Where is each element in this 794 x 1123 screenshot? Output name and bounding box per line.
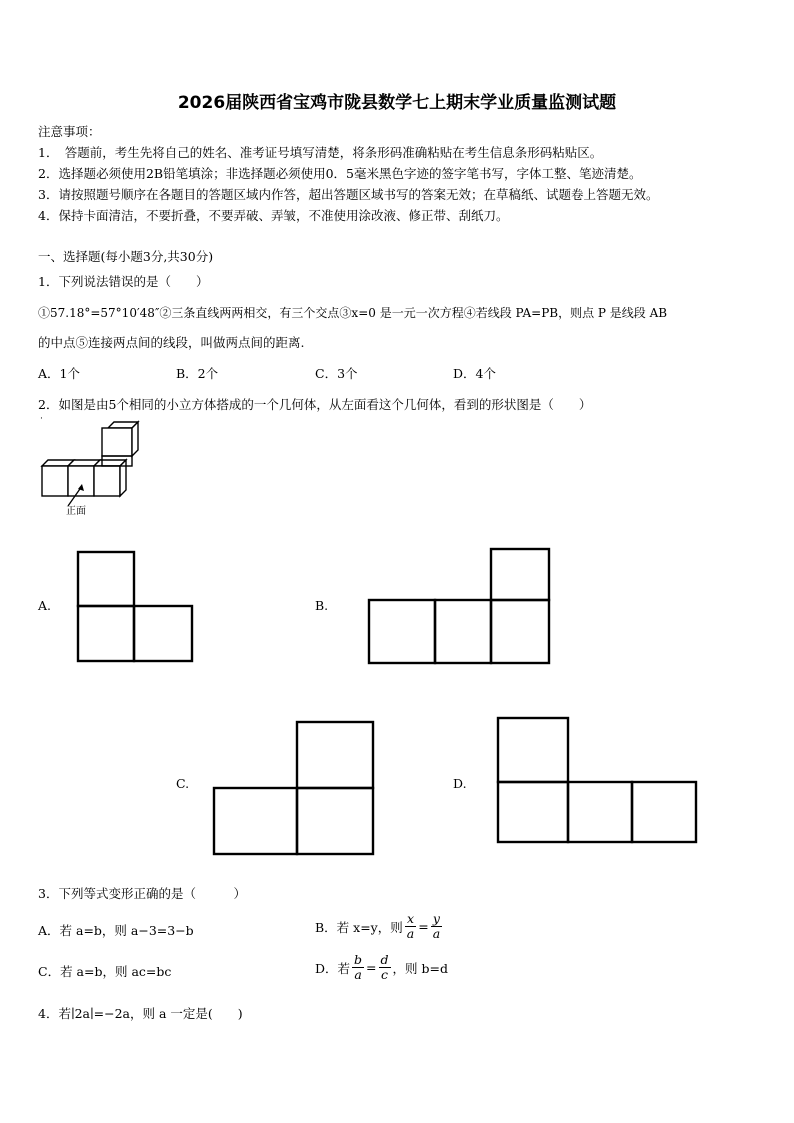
notice-item: 3．请按照题号顺序在各题目的答题区域内作答，超出答题区域书写的答案无效；在草稿纸、试题卷上答题无效。	[38, 187, 659, 202]
q3-stem: 3．下列等式变形正确的是（ ）	[38, 886, 246, 901]
fraction	[431, 912, 442, 942]
notice-heading: 注意事项：	[38, 124, 101, 139]
q1-statement-line1: ①57.18°=57°10′48″②三条直线两两相交，有三个交点③x=0 是一元一次方程④若线段 PA=PB，则点 P 是线段 AB	[38, 306, 668, 320]
front-label: 正面	[66, 506, 86, 517]
q2-option-a-label: A.	[38, 598, 52, 613]
q1-option-c: C．3个	[315, 366, 358, 381]
q3-option-c: C．若 a=b，则 ac=bc	[38, 964, 172, 979]
denominator: c	[381, 967, 389, 983]
numerator: b	[354, 952, 363, 967]
q3-option-d-suffix: ，则 b=d	[392, 960, 448, 976]
q4-stem: 4．若∣2a∣=−2a，则 a 一定是( )	[38, 1006, 243, 1021]
option-b-figure	[367, 547, 553, 665]
fraction	[379, 953, 391, 983]
q3-option-a: A．若 a=b，则 a−3=3−b	[38, 923, 194, 938]
fraction	[405, 912, 416, 942]
notice-item: 1． 答题前，考生先将自己的姓名、准考证号填写清楚，将条形码准确粘贴在考生信息条形码粘贴区。	[38, 145, 603, 160]
equals-sign: =	[418, 919, 429, 935]
q3-option-b	[315, 912, 444, 942]
q1-option-d: D．4个	[453, 366, 496, 381]
option-a-figure	[76, 550, 196, 664]
numerator: d	[380, 952, 389, 967]
denominator: a	[406, 926, 415, 942]
q2-option-c-label: C.	[176, 776, 190, 791]
fraction	[352, 953, 364, 983]
section-heading: 一、选择题(每小题3分,共30分)	[38, 249, 214, 264]
q1-stem: 1．下列说法错误的是（ ）	[38, 274, 209, 289]
option-c-figure	[212, 720, 378, 858]
q3-option-d-prefix: D．若	[315, 960, 351, 976]
numerator: y	[432, 911, 440, 926]
q3-option-b-prefix: B．若 x=y，则	[315, 919, 403, 935]
q2-option-d-label: D.	[453, 776, 467, 791]
q1-option-a: A．1个	[38, 366, 80, 381]
equals-sign: =	[366, 960, 377, 976]
svg-text:·: ·	[40, 414, 43, 424]
notice-item: 4．保持卡面清洁，不要折叠，不要弄破、弄皱，不准使用涂改液、修正带、刮纸刀。	[38, 208, 509, 223]
q1-option-b: B．2个	[176, 366, 219, 381]
q2-stem: 2．如图是由5个相同的小立方体搭成的一个几何体，从左面看这个几何体，看到的形状图是（ ）	[38, 397, 592, 412]
numerator: x	[406, 911, 414, 926]
notice-item: 2．选择题必须使用2B铅笔填涂；非选择题必须使用0．5毫米黑色字迹的签字笔书写，字体工整、笔迹清楚。	[38, 166, 642, 181]
page-title: 2026届陕西省宝鸡市陇县数学七上期末学业质量监测试题	[177, 93, 617, 113]
solid-figure	[38, 414, 148, 523]
denominator: a	[432, 926, 441, 942]
q1-statement-line2: 的中点⑤连接两点间的线段，叫做两点间的距离.	[38, 335, 305, 350]
q3-option-d	[315, 953, 448, 983]
q2-option-b-label: B.	[315, 598, 329, 613]
option-d-figure	[496, 716, 700, 846]
denominator: a	[354, 967, 362, 983]
